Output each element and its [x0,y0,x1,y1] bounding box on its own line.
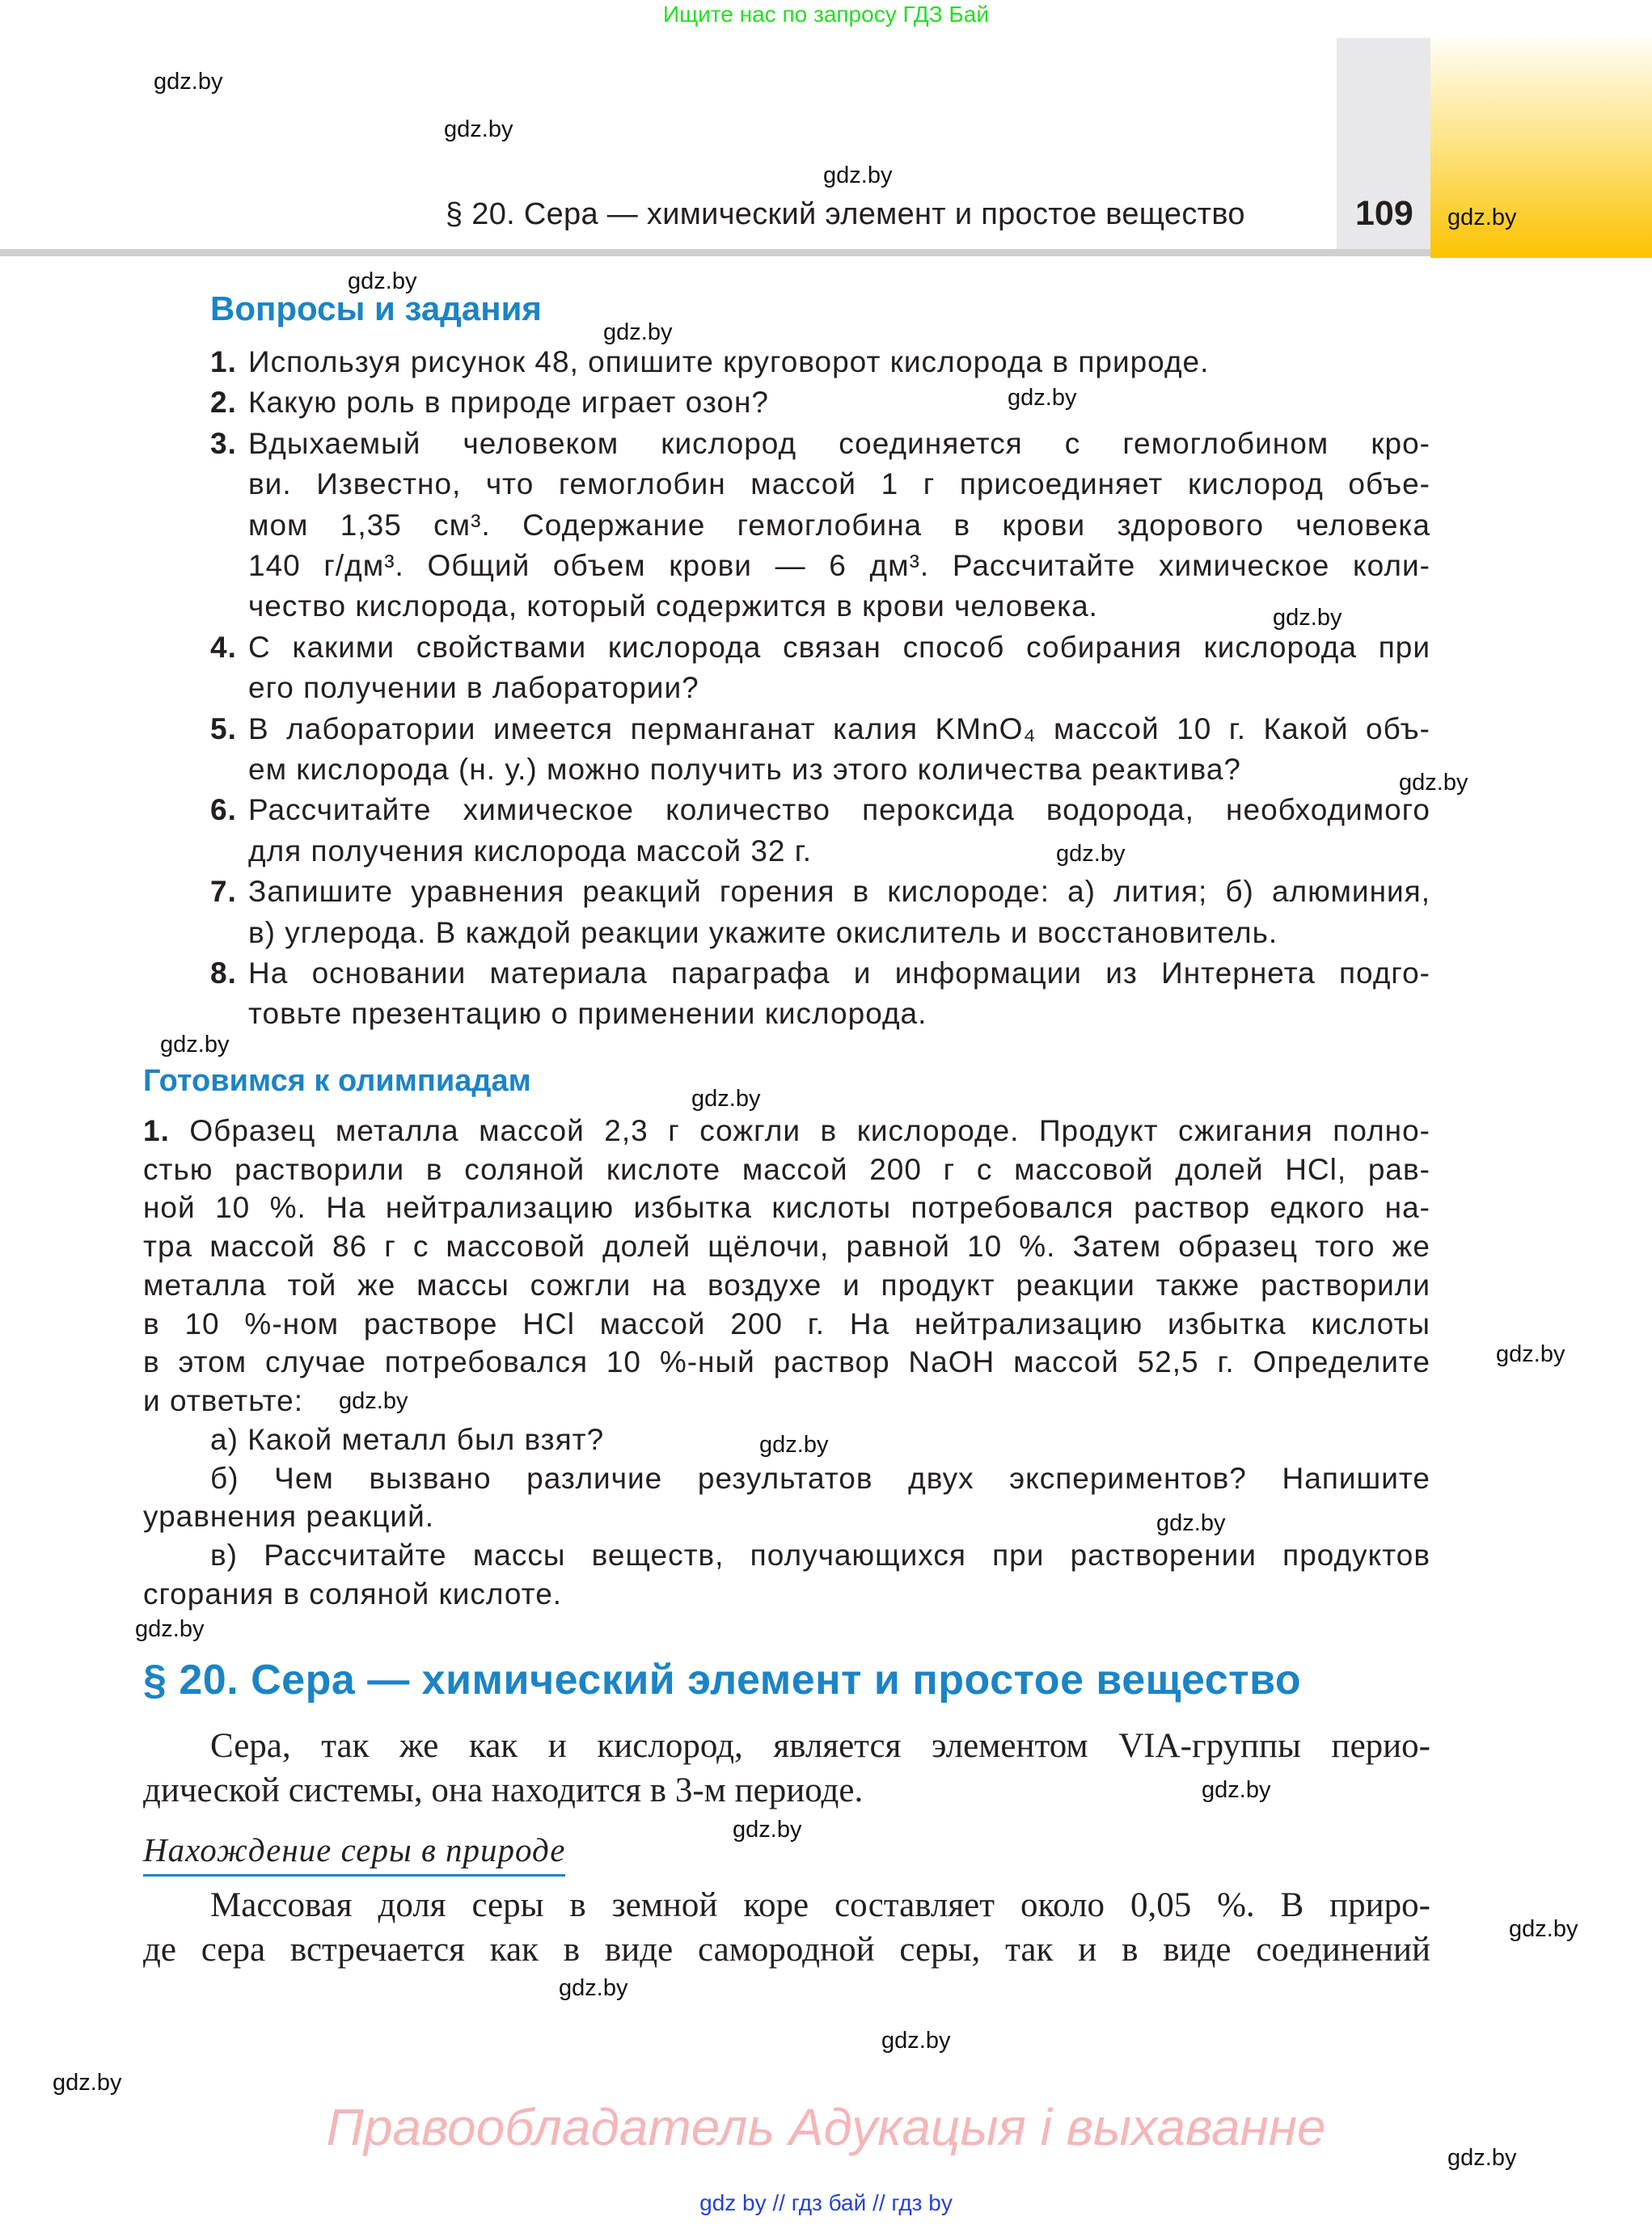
paragraph-line: де сера встречается как в виде самородной серы, так и в виде соединений [143,1930,1430,1969]
olympiad-text-line [143,1384,1430,1418]
olympiad-text-line [143,1191,1430,1225]
gdz-watermark: gdz.by [1008,385,1077,411]
question-number: 8. [210,956,237,990]
question-number: 4. [210,630,237,664]
paragraph-line: Сера, так же как и кислород, является элементом VIA-группы перио- [210,1727,1430,1765]
gdz-watermark: gdz.by [559,1975,628,2001]
gdz-watermark: gdz.by [348,268,417,294]
olympiad-text-line [210,1539,1430,1573]
olympiad-line-text: и ответьте: [143,1384,303,1418]
olympiad-line-text: ной 10 %. На нейтрализацию избытка кислоты потребовался раствор едкого на- [143,1191,1430,1225]
olympiad-line-text: в) Рассчитайте массы веществ, получающихся при растворении продуктов [210,1539,1430,1573]
running-header-title: § 20. Сера — химический элемент и простое вещество [446,197,1245,231]
gdz-watermark: gdz.by [1447,205,1517,230]
page-number: 109 [1355,194,1413,233]
olympiad-heading: Готовимся к олимпиадам [143,1064,531,1098]
question-text-line: Используя рисунок 48, опишите круговорот кислорода в природе. [248,345,1210,378]
gdz-watermark: gdz.by [823,163,893,188]
gdz-watermark: gdz.by [339,1388,408,1414]
olympiad-text-line [143,1307,1430,1341]
gdz-watermark: gdz.by [881,2028,951,2054]
olympiad-line-text: стью растворили в соляной кислоте массой 200 г с массовой долей HCl, рав- [143,1152,1430,1186]
question-number: 3. [210,426,237,460]
paragraph-line: Массовая доля серы в земной коре составляет около 0,05 %. В приро- [210,1886,1430,1924]
question-text-line: В лаборатории имеется перманганат калия KMnO₄ массой 10 г. Какой объ- [248,711,1430,745]
gdz-watermark: gdz.by [53,2070,122,2096]
question-text-line: С какими свойствами кислорода связан способ собирания кислорода при [248,630,1430,664]
olympiad-line-text: тра массой 86 г с массовой долей щёлочи, равной 10 %. Затем образец того же [143,1230,1430,1264]
questions-heading: Вопросы и задания [210,289,542,327]
question-text-line: 140 г/дм³. Общий объем крови — 6 дм³. Рассчитайте химическое коли- [248,549,1430,582]
question-text-line: чество кислорода, который содержится в крови человека. [248,589,1098,623]
olympiad-line-text: в 10 %-ном растворе HCl массой 200 г. На нейтрализацию избытка кислоты [143,1307,1430,1340]
paragraph-line: дической системы, она находится в 3-м периоде. [143,1771,864,1809]
olympiad-text-line [143,1269,1430,1302]
olympiad-text-line [143,1114,1430,1148]
question-text-line: Запишите уравнения реакций горения в кислороде: а) лития; б) алюминия, [248,875,1430,909]
question-text-line: Какую роль в природе играет озон? [248,386,769,420]
question-number: 2. [210,386,237,420]
gdz-watermark: gdz.by [135,1616,205,1642]
footer-links[interactable]: gdz by // гдз бай // гдз by [699,2190,953,2215]
gdz-watermark: gdz.by [1509,1916,1578,1942]
question-number: 6. [210,793,237,827]
question-text-line: мом 1,35 см³. Содержание гемоглобина в крови здорового человека [248,508,1430,542]
olympiad-text-line [143,1230,1430,1264]
olympiad-line-text: металла той же массы сожгли на воздухе и продукт реакции также растворили [143,1268,1430,1302]
gdz-watermark: gdz.by [1202,1777,1271,1803]
question-text-line: На основании материала параграфа и информации из Интернета подго- [248,956,1430,990]
gdz-watermark: gdz.by [691,1086,761,1112]
olympiad-text-line [210,1462,1430,1496]
question-number: 5. [210,711,237,745]
subheading: Нахождение серы в природе [143,1830,565,1877]
olympiad-line-text: б) Чем вызвано различие результатов двух экспериментов? Напишите [210,1461,1430,1495]
rights-holder-watermark: Правообладатель Адукацыя і выхаванне [326,2098,1326,2156]
gdz-watermark: gdz.by [733,1817,802,1843]
question-text-line: Рассчитайте химическое количество пероксида водорода, необходимого [248,793,1430,827]
question-text-line: для получения кислорода массой 32 г. [248,834,813,868]
question-text-line: Вдыхаемый человеком кислород соединяется с гемоглобином кро- [248,426,1430,460]
question-text-line: его получении в лаборатории? [248,671,699,705]
olympiad-text-line [143,1577,1430,1611]
section-title: § 20. Сера — химический элемент и простое вещество [143,1657,1302,1704]
gdz-watermark: gdz.by [1156,1510,1226,1536]
question-number: 7. [210,875,237,909]
olympiad-text-line [143,1153,1430,1187]
olympiad-line-text: Образец металла массой 2,3 г сожгли в кислороде. Продукт сжигания полно- [189,1114,1430,1147]
olympiad-line-text: сгорания в соляной кислоте. [143,1577,563,1611]
gdz-watermark: gdz.by [160,1032,230,1058]
gdz-watermark: gdz.by [1273,605,1342,631]
question-text-line: в) углерода. В каждой реакции укажите окислитель и восстановитель. [248,915,1278,949]
gdz-watermark: gdz.by [1056,841,1126,867]
question-text-line: ви. Известно, что гемоглобин массой 1 г присоединяет кислород объе- [248,467,1430,501]
question-number: 1. [210,345,237,378]
olympiad-text-line [143,1345,1430,1379]
gdz-watermark: gdz.by [1399,770,1468,796]
question-text-line: товьте презентацию о применении кислорода. [248,997,927,1031]
olympiad-text-line [143,1500,1430,1534]
question-text-line: ем кислорода (н. у.) можно получить из этого количества реактива? [248,753,1241,786]
olympiad-line-text: уравнения реакций. [143,1500,435,1534]
gdz-watermark: gdz.by [603,319,673,345]
gdz-watermark: gdz.by [444,116,513,142]
olympiad-task-number: 1. [143,1114,190,1147]
olympiad-line-text: а) Какой металл был взят? [210,1422,605,1456]
olympiad-line-text: в этом случае потребовался 10 %-ный раствор NaOH массой 52,5 г. Определите [143,1345,1430,1379]
gdz-watermark: gdz.by [759,1432,829,1458]
gdz-watermark: gdz.by [1496,1341,1565,1367]
header-divider [0,249,1430,256]
top-banner: Ищите нас по запросу ГДЗ Бай [662,2,990,27]
gdz-watermark: gdz.by [1447,2145,1517,2171]
gdz-watermark: gdz.by [154,69,223,95]
